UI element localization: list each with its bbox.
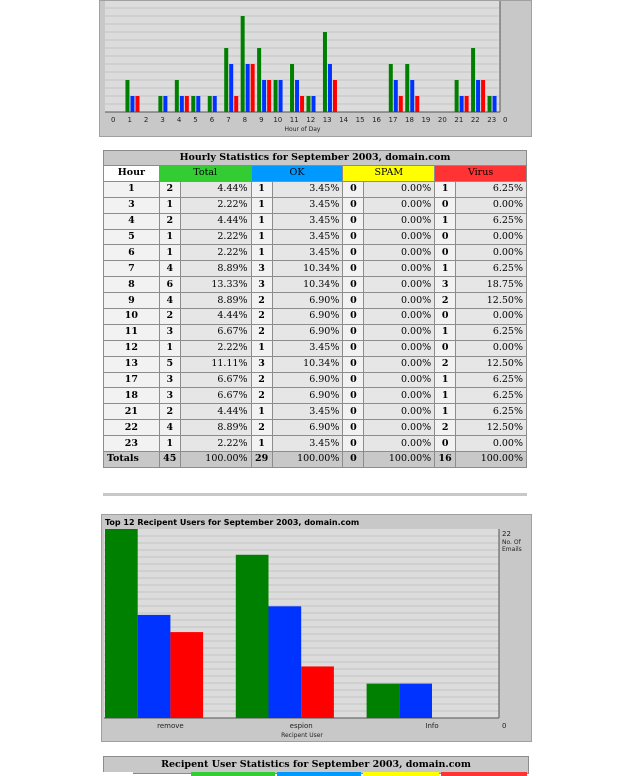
count-cell: 0: [343, 340, 364, 356]
hourly-statistics-table: [103, 150, 527, 468]
bar-ok-hour-9: [262, 80, 266, 112]
count-cell: 2: [435, 293, 456, 309]
recipient-table-title: Recipent User Statistics for September 2003, domain.com: [103, 756, 529, 774]
table-row: [104, 388, 527, 404]
count-cell: 3: [435, 277, 456, 293]
count-cell: 0: [435, 340, 456, 356]
percent-cell: 0.00%: [456, 245, 527, 261]
count-cell: 2: [251, 420, 272, 436]
percent-cell: 0.00%: [364, 213, 435, 229]
percent-cell: 0.00%: [456, 197, 527, 213]
bar-virus-hour-4: [185, 96, 189, 112]
count-cell: 4: [159, 293, 180, 309]
count-cell: 1: [251, 181, 272, 197]
count-cell: 0: [343, 388, 364, 404]
table-row: [104, 277, 527, 293]
bar-ok-hour-7: [229, 64, 233, 112]
recipients-bar-chart: [102, 515, 531, 741]
count-cell: 0: [343, 309, 364, 325]
count-cell: 1: [159, 197, 180, 213]
x-tick-label: 4: [176, 116, 182, 124]
percent-cell: 4.44%: [180, 213, 251, 229]
count-cell: 3: [251, 277, 272, 293]
bar-virus-hour-8: [251, 64, 255, 112]
col-hour: Hour: [104, 166, 160, 182]
count-cell: 1: [251, 213, 272, 229]
bar-total-hour-17: [389, 64, 393, 112]
hour-cell: 11: [104, 324, 160, 340]
bar-total-info: [367, 684, 400, 718]
bar-total-hour-9: [257, 48, 261, 112]
x-tick-label: espion: [289, 722, 313, 730]
count-cell: 16: [435, 452, 456, 468]
hourly-chart-panel: [99, 0, 532, 137]
percent-cell: 0.00%: [364, 356, 435, 372]
count-cell: 1: [251, 404, 272, 420]
count-cell: 2: [159, 213, 180, 229]
col-spam: SPAM: [343, 166, 435, 182]
recipients-chart-title: Top 12 Recipent Users for September 2003, domain.com: [105, 518, 360, 527]
percent-cell: 11.11%: [180, 356, 251, 372]
count-cell: 2: [435, 420, 456, 436]
count-cell: 0: [343, 356, 364, 372]
hour-cell: 8: [104, 277, 160, 293]
percent-cell: 12.50%: [456, 293, 527, 309]
hour-cell: 9: [104, 293, 160, 309]
bar-total-hour-13: [323, 32, 327, 112]
bar-virus-espion: [301, 666, 334, 718]
count-cell: 0: [435, 436, 456, 452]
y-axis-label-line2: Emails: [502, 546, 522, 553]
percent-cell: 4.44%: [180, 181, 251, 197]
bar-virus-hour-18: [415, 96, 419, 112]
count-cell: 1: [435, 388, 456, 404]
percent-cell: 0.00%: [364, 181, 435, 197]
percent-cell: 6.67%: [180, 324, 251, 340]
bar-virus-hour-21: [465, 96, 469, 112]
count-cell: 2: [251, 324, 272, 340]
percent-cell: 0.00%: [364, 277, 435, 293]
percent-cell: 8.89%: [180, 261, 251, 277]
percent-cell: 4.44%: [180, 309, 251, 325]
percent-cell: 0.00%: [456, 229, 527, 245]
col-total: Total: [159, 166, 251, 182]
x-tick-label: 2: [143, 116, 149, 124]
table-row: [104, 197, 527, 213]
x-axis-label: Recipent User: [281, 732, 323, 739]
count-cell: 29: [251, 452, 272, 468]
bar-total-hour-7: [224, 48, 228, 112]
hour-cell: 22: [104, 420, 160, 436]
percent-cell: 8.89%: [180, 293, 251, 309]
hour-cell: 23: [104, 436, 160, 452]
bar-ok-hour-5: [196, 96, 200, 112]
x-tick-label: 6: [209, 116, 215, 124]
percent-cell: 0.00%: [364, 293, 435, 309]
table-row: [104, 309, 527, 325]
count-cell: 45: [159, 452, 180, 468]
x-tick-label: 9: [259, 116, 264, 124]
count-cell: 0: [343, 181, 364, 197]
percent-cell: 6.25%: [456, 261, 527, 277]
percent-cell: 6.90%: [272, 309, 343, 325]
percent-cell: 12.50%: [456, 356, 527, 372]
bar-virus-hour-17: [399, 96, 403, 112]
hour-cell: 6: [104, 245, 160, 261]
percent-cell: 6.25%: [456, 324, 527, 340]
count-cell: 0: [343, 293, 364, 309]
x-tick-label: 0: [503, 116, 508, 124]
bar-total-hour-5: [191, 96, 195, 112]
percent-cell: 100.00%: [272, 452, 343, 468]
percent-cell: 6.67%: [180, 372, 251, 388]
percent-cell: 0.00%: [364, 340, 435, 356]
count-cell: 0: [343, 372, 364, 388]
x-tick-label: 14: [339, 116, 349, 124]
count-cell: 0: [343, 245, 364, 261]
x-tick-label: Info: [425, 722, 439, 730]
bar-ok-hour-22: [476, 80, 480, 112]
hour-cell: 12: [104, 340, 160, 356]
percent-cell: 3.45%: [272, 213, 343, 229]
count-cell: 6: [159, 277, 180, 293]
count-cell: 1: [435, 404, 456, 420]
table-row: [104, 372, 527, 388]
count-cell: 2: [159, 309, 180, 325]
x-tick-label: 12: [306, 116, 316, 124]
count-cell: 1: [251, 340, 272, 356]
x-tick-label: 7: [226, 116, 231, 124]
bar-total-hour-23: [488, 96, 492, 112]
bar-total-hour-8: [241, 16, 245, 112]
bar-ok-hour-4: [180, 96, 184, 112]
table-row: [104, 213, 527, 229]
percent-cell: 6.25%: [456, 388, 527, 404]
count-cell: 0: [435, 309, 456, 325]
table-row: [104, 436, 527, 452]
bar-total-remove: [105, 529, 138, 718]
count-cell: 0: [343, 277, 364, 293]
count-cell: 1: [435, 261, 456, 277]
percent-cell: 6.90%: [272, 420, 343, 436]
count-cell: 1: [435, 181, 456, 197]
x-tick-label: 21: [454, 116, 464, 124]
hour-cell: 4: [104, 213, 160, 229]
percent-cell: 0.00%: [364, 229, 435, 245]
hour-cell: Totals: [104, 452, 160, 468]
count-cell: 2: [251, 293, 272, 309]
percent-cell: 18.75%: [456, 277, 527, 293]
x-tick-label: 16: [372, 116, 382, 124]
x-tick-label: 17: [388, 116, 398, 124]
x-axis-label: Hour of Day: [284, 126, 321, 133]
percent-cell: 6.25%: [456, 372, 527, 388]
count-cell: 1: [251, 436, 272, 452]
table-row: [104, 340, 527, 356]
x-tick-label: 10: [273, 116, 283, 124]
bar-total-hour-18: [405, 64, 409, 112]
bar-total-hour-12: [307, 96, 311, 112]
percent-cell: 0.00%: [364, 404, 435, 420]
bar-virus-remove: [170, 632, 203, 718]
x-tick-label: 0: [110, 116, 116, 124]
percent-cell: 2.22%: [180, 340, 251, 356]
percent-cell: 3.45%: [272, 436, 343, 452]
percent-cell: 12.50%: [456, 420, 527, 436]
bar-total-hour-11: [290, 64, 294, 112]
count-cell: 1: [159, 436, 180, 452]
percent-cell: 0.00%: [364, 388, 435, 404]
count-cell: 3: [159, 324, 180, 340]
hour-cell: 5: [104, 229, 160, 245]
count-cell: 3: [159, 372, 180, 388]
hour-cell: 1: [104, 181, 160, 197]
percent-cell: 3.45%: [272, 245, 343, 261]
count-cell: 4: [159, 420, 180, 436]
x-tick-label: 5: [193, 116, 198, 124]
bar-virus-hour-13: [333, 80, 337, 112]
x-tick-label: 22: [470, 116, 480, 124]
x-tick-label: 13: [322, 116, 332, 124]
percent-cell: 10.34%: [272, 277, 343, 293]
count-cell: 0: [343, 404, 364, 420]
x-tick-label: 19: [421, 116, 431, 124]
hour-cell: 3: [104, 197, 160, 213]
bar-ok-hour-6: [213, 96, 217, 112]
count-cell: 0: [435, 197, 456, 213]
x-tick-label: 3: [160, 116, 165, 124]
hour-cell: 17: [104, 372, 160, 388]
y-tick-label: 22: [502, 530, 511, 538]
count-cell: 0: [343, 213, 364, 229]
percent-cell: 6.90%: [272, 372, 343, 388]
x-tick-label: 18: [405, 116, 414, 124]
table-row: [104, 293, 527, 309]
bar-total-hour-4: [175, 80, 179, 112]
count-cell: 1: [435, 213, 456, 229]
percent-cell: 6.90%: [272, 388, 343, 404]
count-cell: 3: [251, 356, 272, 372]
percent-cell: 6.67%: [180, 388, 251, 404]
count-cell: 2: [251, 309, 272, 325]
bar-total-hour-22: [471, 48, 475, 112]
percent-cell: 0.00%: [364, 245, 435, 261]
count-cell: 0: [435, 229, 456, 245]
hourly-bar-chart: [100, 1, 531, 136]
percent-cell: 0.00%: [364, 436, 435, 452]
percent-cell: 13.33%: [180, 277, 251, 293]
percent-cell: 6.90%: [272, 293, 343, 309]
count-cell: 2: [159, 181, 180, 197]
percent-cell: 3.45%: [272, 181, 343, 197]
x-tick-label: 15: [355, 116, 365, 124]
bar-ok-espion: [269, 606, 302, 718]
x-tick-label: 23: [487, 116, 497, 124]
hourly-table-title: Hourly Statistics for September 2003, domain.com: [104, 151, 527, 166]
recipients-chart-panel: [101, 514, 532, 742]
percent-cell: 6.25%: [456, 404, 527, 420]
count-cell: 0: [343, 197, 364, 213]
bar-ok-hour-21: [460, 96, 464, 112]
percent-cell: 100.00%: [364, 452, 435, 468]
col-ok: OK: [251, 166, 343, 182]
percent-cell: 2.22%: [180, 245, 251, 261]
bar-virus-hour-22: [481, 80, 485, 112]
count-cell: 4: [159, 261, 180, 277]
section-divider: [103, 493, 527, 496]
table-row: [104, 324, 527, 340]
percent-cell: 0.00%: [456, 309, 527, 325]
percent-cell: 100.00%: [180, 452, 251, 468]
x-tick-label: 1: [127, 116, 132, 124]
table-row: [104, 420, 527, 436]
x-tick-label: remove: [157, 722, 184, 730]
bar-ok-hour-18: [410, 80, 414, 112]
bar-virus-hour-11: [300, 96, 304, 112]
percent-cell: 0.00%: [364, 197, 435, 213]
count-cell: 3: [159, 388, 180, 404]
percent-cell: 6.25%: [456, 181, 527, 197]
count-cell: 0: [343, 261, 364, 277]
count-cell: 0: [343, 436, 364, 452]
table-row: [104, 229, 527, 245]
y-axis-label-line1: No. Of: [502, 539, 521, 546]
count-cell: 0: [343, 229, 364, 245]
percent-cell: 2.22%: [180, 197, 251, 213]
bar-ok-hour-11: [295, 80, 299, 112]
table-row: [104, 245, 527, 261]
y-tick-label: 0: [502, 722, 507, 730]
table-row: [104, 181, 527, 197]
recipient-table-header-row: [103, 772, 527, 776]
count-cell: 2: [251, 372, 272, 388]
bar-total-hour-21: [455, 80, 459, 112]
hour-cell: 10: [104, 309, 160, 325]
percent-cell: 8.89%: [180, 420, 251, 436]
bar-ok-hour-3: [163, 96, 167, 112]
x-tick-label: 20: [437, 116, 447, 124]
percent-cell: 0.00%: [364, 261, 435, 277]
percent-cell: 0.00%: [364, 309, 435, 325]
hour-cell: 7: [104, 261, 160, 277]
count-cell: 1: [159, 245, 180, 261]
hour-cell: 21: [104, 404, 160, 420]
bar-ok-hour-13: [328, 64, 332, 112]
count-cell: 2: [435, 356, 456, 372]
count-cell: 1: [159, 340, 180, 356]
hour-cell: 18: [104, 388, 160, 404]
percent-cell: 0.00%: [456, 340, 527, 356]
bar-virus-hour-9: [267, 80, 271, 112]
percent-cell: 3.45%: [272, 197, 343, 213]
bar-ok-hour-10: [279, 80, 283, 112]
bar-ok-hour-23: [493, 96, 497, 112]
percent-cell: 0.00%: [364, 324, 435, 340]
bar-ok-hour-1: [130, 96, 134, 112]
percent-cell: 0.00%: [456, 436, 527, 452]
count-cell: 5: [159, 356, 180, 372]
count-cell: 1: [435, 372, 456, 388]
count-cell: 0: [343, 420, 364, 436]
bar-total-hour-6: [208, 96, 212, 112]
hour-cell: 13: [104, 356, 160, 372]
x-tick-label: 8: [242, 116, 248, 124]
percent-cell: 6.25%: [456, 213, 527, 229]
col-virus: Virus: [435, 166, 527, 182]
bar-total-espion: [236, 555, 269, 718]
count-cell: 1: [251, 245, 272, 261]
count-cell: 1: [435, 324, 456, 340]
percent-cell: 6.90%: [272, 324, 343, 340]
percent-cell: 0.00%: [364, 420, 435, 436]
totals-row: [104, 452, 527, 468]
count-cell: 1: [251, 197, 272, 213]
bar-total-hour-3: [158, 96, 162, 112]
bar-ok-hour-17: [394, 80, 398, 112]
bar-ok-remove: [138, 615, 171, 718]
count-cell: 0: [435, 245, 456, 261]
percent-cell: 0.00%: [364, 372, 435, 388]
percent-cell: 100.00%: [456, 452, 527, 468]
percent-cell: 4.44%: [180, 404, 251, 420]
count-cell: 1: [159, 229, 180, 245]
percent-cell: 3.45%: [272, 340, 343, 356]
count-cell: 2: [159, 404, 180, 420]
count-cell: 0: [343, 452, 364, 468]
x-tick-label: 11: [289, 116, 299, 124]
count-cell: 0: [343, 324, 364, 340]
bar-ok-hour-12: [312, 96, 316, 112]
bar-ok-info: [399, 684, 432, 718]
count-cell: 2: [251, 388, 272, 404]
table-row: [104, 356, 527, 372]
percent-cell: 2.22%: [180, 436, 251, 452]
bar-virus-hour-7: [234, 96, 238, 112]
percent-cell: 3.45%: [272, 404, 343, 420]
percent-cell: 3.45%: [272, 229, 343, 245]
bar-ok-hour-8: [246, 64, 250, 112]
count-cell: 3: [251, 261, 272, 277]
percent-cell: 10.34%: [272, 356, 343, 372]
bar-total-hour-1: [125, 80, 129, 112]
percent-cell: 10.34%: [272, 261, 343, 277]
percent-cell: 2.22%: [180, 229, 251, 245]
bar-virus-hour-1: [135, 96, 139, 112]
table-row: [104, 261, 527, 277]
bar-total-hour-10: [274, 80, 278, 112]
count-cell: 1: [251, 229, 272, 245]
table-row: [104, 404, 527, 420]
